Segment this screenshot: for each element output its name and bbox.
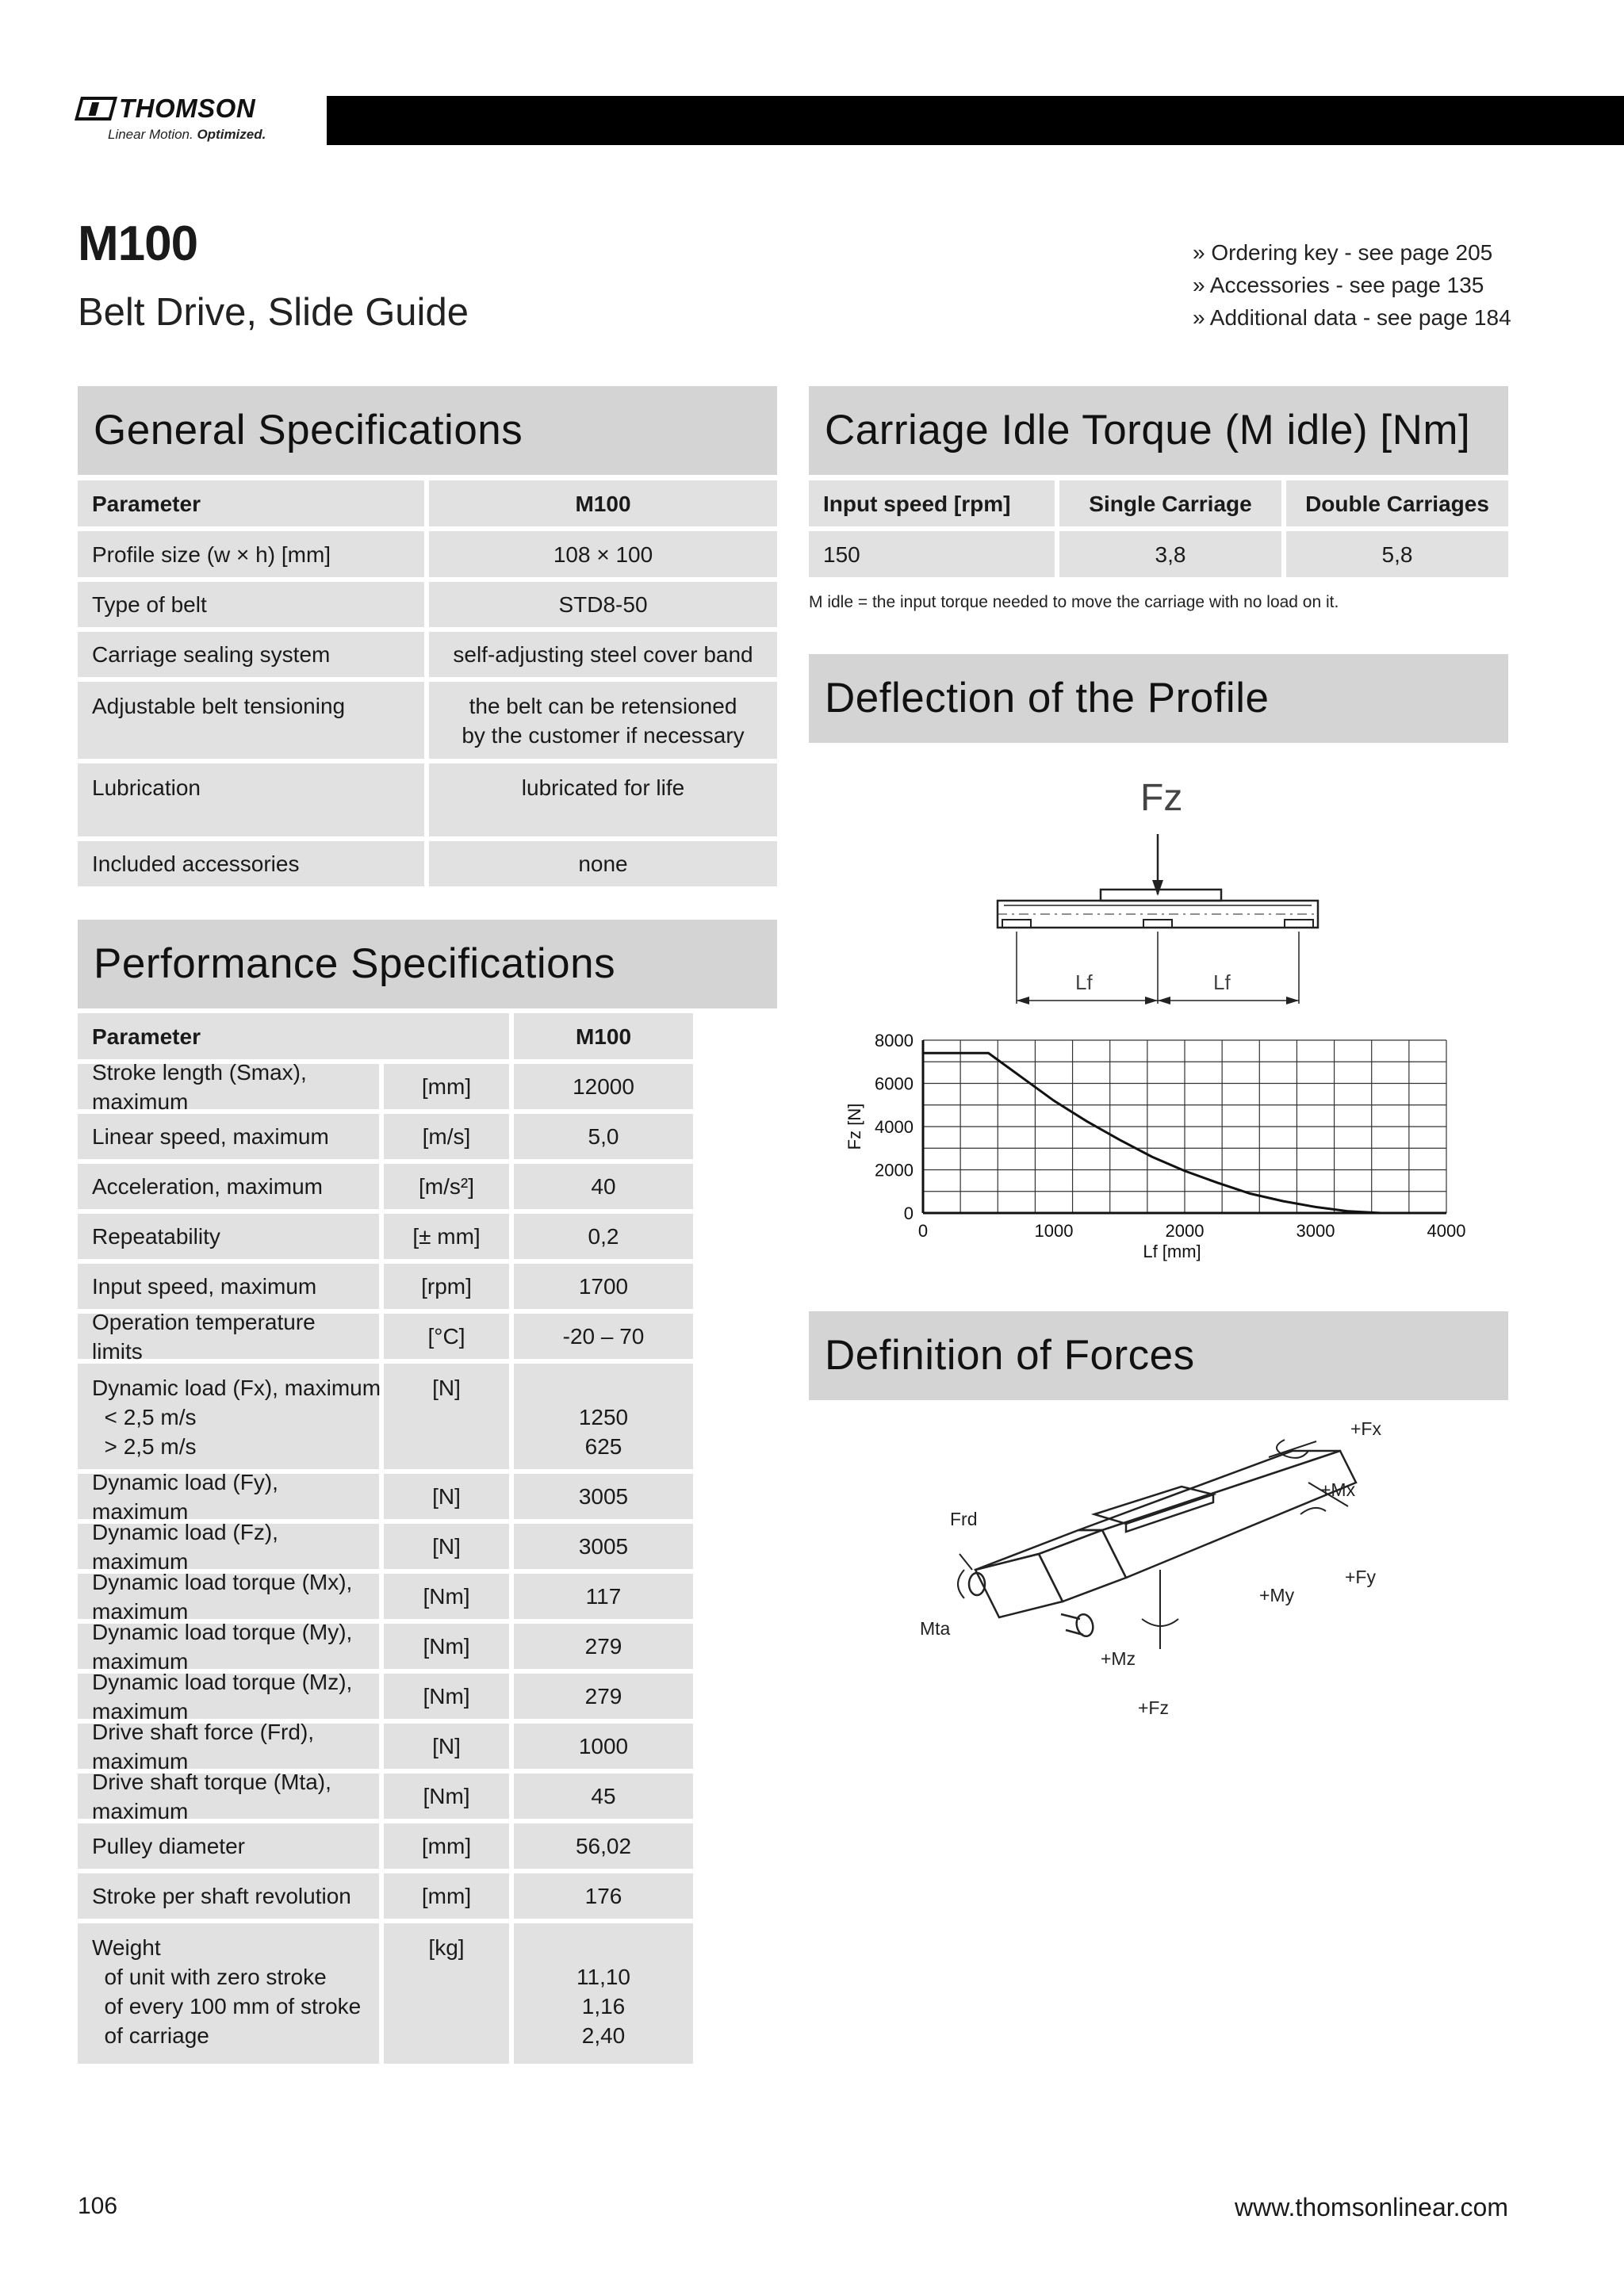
table-row (78, 582, 777, 627)
unit-cell: [N] (384, 1524, 509, 1569)
y-tick-label: 8000 (875, 1031, 914, 1050)
value-cell: 1000 (514, 1724, 693, 1769)
x-tick-label: 3000 (1296, 1221, 1335, 1241)
header-parameter: Parameter (78, 480, 424, 526)
unit-cell: [N] (384, 1364, 509, 1469)
reference-links (1193, 236, 1511, 334)
fx-arrow (1269, 1441, 1316, 1457)
label-fx: +Fx (1350, 1418, 1381, 1439)
param-cell: Adjustable belt tensioning (78, 682, 424, 759)
unit-cell: [rpm] (384, 1264, 509, 1309)
table-row (78, 1114, 693, 1159)
value-cell: 3005 (514, 1524, 693, 1569)
value-cell: 108 × 100 (429, 531, 777, 577)
param-cell: Drive shaft force (Frd), maximum (78, 1724, 379, 1769)
label-mz: +Mz (1101, 1648, 1136, 1669)
param-cell: Acceleration, maximum (78, 1164, 379, 1209)
x-axis-label: Lf [mm] (1143, 1242, 1201, 1261)
page-title: M100 (78, 216, 198, 271)
header-bar (327, 96, 1624, 145)
param-cell: Pulley diameter (78, 1823, 379, 1869)
force-arrow-head (1152, 880, 1163, 896)
ref-ordering-key[interactable]: » Ordering key - see page 205 (1193, 240, 1493, 265)
dim-arrow (1286, 997, 1299, 1004)
table-row (78, 1264, 693, 1309)
y-tick-label: 6000 (875, 1073, 914, 1094)
unit-cell: [± mm] (384, 1214, 509, 1259)
label-fz: +Fz (1138, 1697, 1169, 1718)
general-specs-heading: General Specifications (78, 386, 777, 475)
thomson-logo (78, 94, 284, 149)
y-tick-label: 4000 (875, 1117, 914, 1137)
header-model: M100 (514, 1013, 693, 1059)
param-cell: Input speed, maximum (78, 1264, 379, 1309)
value-cell: 3005 (514, 1474, 693, 1519)
value-cell: -20 – 70 (514, 1314, 693, 1359)
dim-arrow (1017, 997, 1029, 1004)
param-cell: Linear speed, maximum (78, 1114, 379, 1159)
label-my: +My (1259, 1585, 1295, 1605)
y-tick-label: 2000 (875, 1160, 914, 1181)
deflection-chart (833, 1023, 1467, 1276)
span-label-right: Lf (1213, 970, 1231, 994)
header-single-carriage: Single Carriage (1059, 480, 1281, 526)
param-cell: Drive shaft torque (Mta), maximum (78, 1774, 379, 1819)
header-double-carriages: Double Carriages (1286, 480, 1508, 526)
value-cell: 12000 (514, 1064, 693, 1109)
param-cell: Weight of unit with zero stroke of every 100 mm of stroke of carriage (78, 1923, 379, 2064)
param-cell: Stroke per shaft revolution (78, 1873, 379, 1919)
profile-side (1102, 1451, 1356, 1578)
unit-cell: [m/s²] (384, 1164, 509, 1209)
table-row (78, 1569, 693, 1624)
value-cell: 279 (514, 1674, 693, 1719)
deflection-diagram (983, 769, 1332, 1015)
unit-cell: [Nm] (384, 1624, 509, 1669)
table-row (78, 1619, 693, 1674)
shaft-line (1061, 1614, 1080, 1619)
table-row (78, 1469, 693, 1524)
table-row (78, 682, 777, 759)
param-cell: Stroke length (Smax), maximum (78, 1064, 379, 1109)
label-fy: +Fy (1345, 1567, 1376, 1587)
actuator-body (969, 1451, 1356, 1638)
param-cell: Operation temperature limits (78, 1314, 379, 1359)
param-cell: Dynamic load (Fy), maximum (78, 1474, 379, 1519)
table-row (78, 1164, 693, 1209)
logo-tagline: Linear Motion. Optimized. (108, 127, 266, 142)
label-mx: +Mx (1320, 1479, 1356, 1500)
value-cell: 0,2 (514, 1214, 693, 1259)
value-cell: 45 (514, 1774, 693, 1819)
param-cell: Repeatability (78, 1214, 379, 1259)
dim-arrow (1158, 997, 1170, 1004)
table-row (78, 1719, 693, 1774)
value-cell: 1700 (514, 1264, 693, 1309)
unit-cell: [°C] (384, 1314, 509, 1359)
table-row (78, 841, 777, 886)
value-cell: 279 (514, 1624, 693, 1669)
ref-accessories[interactable]: » Accessories - see page 135 (1193, 273, 1484, 297)
y-tick-label: 0 (903, 1203, 914, 1223)
table-row (78, 632, 777, 677)
table-row (78, 1309, 693, 1364)
double-carriages-cell: 5,8 (1286, 531, 1508, 577)
idle-torque-note: M idle = the input torque needed to move the carriage with no load on it. (809, 593, 1339, 611)
footer-url[interactable]: www.thomsonlinear.com (1234, 2193, 1508, 2221)
value-cell: none (429, 841, 777, 886)
deflection-curve (923, 1053, 1381, 1213)
unit-cell: [N] (384, 1724, 509, 1769)
value-cell: lubricated for life (429, 763, 777, 836)
frd-arrow (959, 1554, 972, 1570)
value-cell: 56,02 (514, 1823, 693, 1869)
end-block-top (975, 1530, 1102, 1570)
profile-top (1078, 1451, 1340, 1530)
unit-cell: [mm] (384, 1823, 509, 1869)
table-row (78, 1923, 693, 2064)
left-support (1002, 920, 1031, 928)
unit-cell: [mm] (384, 1873, 509, 1919)
page-number: 106 (78, 2193, 118, 2219)
force-arrows (958, 1440, 1348, 1649)
unit-cell: [Nm] (384, 1674, 509, 1719)
deflection-heading: Deflection of the Profile (809, 654, 1508, 743)
value-cell: 117 (514, 1574, 693, 1619)
single-carriage-cell: 3,8 (1059, 531, 1281, 577)
table-row (809, 531, 1508, 577)
table-header-row (78, 480, 777, 526)
end-block-front (975, 1554, 1063, 1617)
forces-diagram (896, 1411, 1404, 1728)
unit-cell: [Nm] (384, 1774, 509, 1819)
param-cell: Profile size (w × h) [mm] (78, 531, 424, 577)
unit-cell: [kg] (384, 1923, 509, 2064)
table-row (78, 1823, 693, 1869)
value-cell: 1250 625 (514, 1364, 693, 1469)
my-rotation-arrow (1300, 1508, 1326, 1514)
dim-arrow (1145, 997, 1158, 1004)
table-row (78, 763, 777, 836)
unit-cell: [mm] (384, 1064, 509, 1109)
param-cell: Carriage sealing system (78, 632, 424, 677)
label-mta: Mta (920, 1618, 951, 1639)
param-cell: Dynamic load (Fz), maximum (78, 1524, 379, 1569)
table-header-row (78, 1013, 693, 1059)
y-axis-label: Fz [N] (845, 1103, 864, 1150)
param-cell: Type of belt (78, 582, 424, 627)
unit-cell: [N] (384, 1474, 509, 1519)
param-cell: Dynamic load torque (Mz), maximum (78, 1674, 379, 1719)
header-input-speed: Input speed [rpm] (809, 480, 1055, 526)
table-row (78, 1059, 693, 1114)
table-row (78, 531, 777, 577)
unit-cell: [m/s] (384, 1114, 509, 1159)
header-model: M100 (429, 480, 777, 526)
input-speed-cell: 150 (809, 531, 1055, 577)
performance-specs-heading: Performance Specifications (78, 920, 777, 1008)
param-cell: Included accessories (78, 841, 424, 886)
value-cell: 11,10 1,16 2,40 (514, 1923, 693, 2064)
idle-torque-heading: Carriage Idle Torque (M idle) [Nm] (809, 386, 1508, 475)
value-cell: 40 (514, 1164, 693, 1209)
param-cell: Dynamic load torque (My), maximum (78, 1624, 379, 1669)
middle-support (1143, 920, 1172, 928)
x-tick-label: 4000 (1427, 1221, 1466, 1241)
table-row (78, 1519, 693, 1574)
ref-additional-data[interactable]: » Additional data - see page 184 (1193, 305, 1511, 330)
value-cell: self-adjusting steel cover band (429, 632, 777, 677)
table-header-row (809, 480, 1508, 526)
value-cell: 176 (514, 1873, 693, 1919)
page-subtitle: Belt Drive, Slide Guide (78, 291, 469, 334)
unit-cell: [Nm] (384, 1574, 509, 1619)
label-frd: Frd (950, 1509, 978, 1529)
param-cell: Dynamic load torque (Mx), maximum (78, 1574, 379, 1619)
carriage-shape (1101, 890, 1221, 901)
param-cell: Dynamic load (Fx), maximum < 2,5 m/s > 2,5 m/s (78, 1364, 379, 1469)
x-tick-label: 2000 (1165, 1221, 1205, 1241)
logo-icon (75, 97, 117, 121)
value-cell: the belt can be retensioned by the customer if necessary (429, 682, 777, 759)
table-row (78, 1364, 693, 1469)
force-label: Fz (1140, 777, 1183, 819)
param-cell: Lubrication (78, 763, 424, 836)
forces-heading: Definition of Forces (809, 1311, 1508, 1400)
right-support (1285, 920, 1313, 928)
table-row (78, 1669, 693, 1724)
x-tick-label: 0 (917, 1221, 929, 1241)
value-cell: STD8-50 (429, 582, 777, 627)
value-cell: 5,0 (514, 1114, 693, 1159)
table-row (78, 1873, 693, 1919)
mta-rotation-arrow (958, 1570, 964, 1598)
span-label-left: Lf (1075, 970, 1093, 994)
logo-brand: THOMSON (119, 94, 256, 123)
header-parameter: Parameter (78, 1013, 509, 1059)
table-row (78, 1769, 693, 1823)
table-row (78, 1214, 693, 1259)
x-tick-label: 1000 (1034, 1221, 1074, 1241)
